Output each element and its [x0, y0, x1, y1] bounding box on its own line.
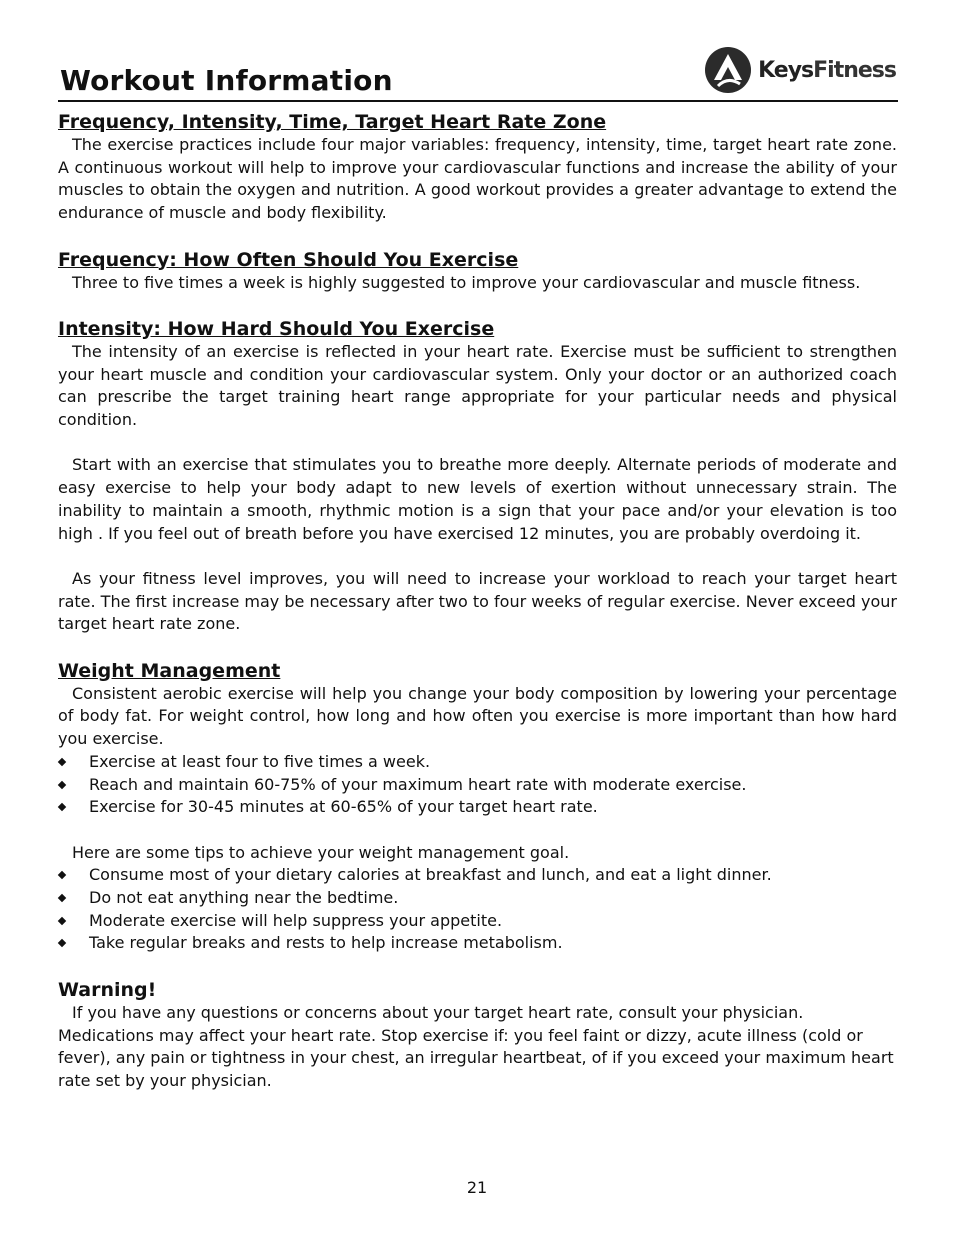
list-item-text: Exercise at least four to five times a week.	[89, 751, 431, 771]
page-content	[58, 110, 897, 1093]
paragraph-intensity-3: As your fitness level improves, you will need to increase your workload to reach your target heart rate. The first increase may be necessary after two to four weeks of regular exercise. Never exceed your target heart rate zone.	[58, 568, 897, 634]
logo-wordmark	[758, 58, 896, 83]
logo-text-fitness: Fitness	[813, 57, 896, 83]
weight-tips-list	[58, 864, 897, 955]
logo-text-keys: Keys	[758, 57, 814, 83]
list-item-text: Moderate exercise will help suppress your appetite.	[89, 910, 503, 930]
heading-frequency: Frequency: How Often Should You Exercise	[58, 248, 519, 271]
diamond-bullet-icon	[58, 758, 66, 766]
diamond-bullet-icon	[58, 780, 66, 788]
keys-fitness-logo	[704, 44, 896, 96]
list-item	[58, 864, 897, 887]
keys-fitness-emblem-icon	[704, 46, 752, 94]
diamond-bullet-icon	[58, 939, 66, 947]
page-title: Workout Information	[60, 64, 393, 97]
paragraph-fitt: The exercise practices include four major variables: frequency, intensity, time, target heart rate zone. A continuous workout will help to improve your cardiovascular functions and increase the ability of your muscles to obtain the oxygen and nutrition. A good workout provides a greater advantage to extend the endurance of muscle and body flexibility.	[58, 135, 897, 223]
page-header	[58, 40, 898, 102]
list-item	[58, 887, 897, 910]
paragraph-warning: If you have any questions or concerns about your target heart rate, consult your physician. Medications may affect your heart rate. Stop exercise if: you feel faint or dizzy, acute illness (cold or fever), any pain or tightness in your chest, an irregular heartbeat, of if you exceed your maximum heart rate set by your physician.	[58, 1002, 894, 1090]
list-item	[58, 796, 897, 819]
heading-fitt: Frequency, Intensity, Time, Target Heart Rate Zone	[58, 111, 607, 133]
list-item-text: Take regular breaks and rests to help increase metabolism.	[89, 933, 563, 953]
list-item	[58, 932, 897, 955]
list-item	[58, 774, 897, 797]
list-item-text: Consume most of your dietary calories at breakfast and lunch, and eat a light dinner.	[89, 865, 772, 885]
heading-intensity: Intensity: How Hard Should You Exercise	[58, 317, 495, 340]
diamond-bullet-icon	[58, 894, 66, 902]
heading-weight-management: Weight Management	[58, 659, 281, 682]
diamond-bullet-icon	[58, 916, 66, 924]
paragraph-intensity-2: Start with an exercise that stimulates you to breathe more deeply. Alternate periods of moderate and easy exercise to help your body adapt to new levels of exertion without unnecessary strain. The inability to maintain a smooth, rhythmic motion is a sign that your pace and/or your elevation is too high . If you feel out of breath before you have exercised 12 minutes, you are probably overdoing it.	[58, 455, 897, 543]
page-number: 21	[466, 1178, 488, 1197]
list-item-text: Do not eat anything near the bedtime.	[89, 888, 399, 907]
list-item	[58, 910, 897, 933]
heading-warning: Warning!	[58, 978, 157, 1001]
paragraph-weight-management: Consistent aerobic exercise will help you change your body composition by lowering your percentage of body fat. For weight control, how long and how often you exercise is more important than how hard you exercise.	[58, 683, 897, 749]
paragraph-intensity-1: The intensity of an exercise is reflected in your heart rate. Exercise must be sufficient to strengthen your heart muscle and condition your cardiovascular system. Only your doctor or an authorized coach can prescribe the target training heart range appropriate for your particular needs and physical condition.	[58, 341, 897, 429]
paragraph-frequency: Three to five times a week is highly suggested to improve your cardiovascular and muscle fitness.	[72, 272, 861, 292]
weight-guidelines-list	[58, 751, 897, 819]
tips-intro: Here are some tips to achieve your weight management goal.	[72, 842, 570, 862]
list-item-text: Exercise for 30-45 minutes at 60-65% of your target heart rate.	[89, 797, 598, 817]
diamond-bullet-icon	[58, 871, 66, 879]
list-item	[58, 751, 897, 774]
diamond-bullet-icon	[58, 803, 66, 811]
list-item-text: Reach and maintain 60-75% of your maximum heart rate with moderate exercise.	[89, 774, 747, 794]
